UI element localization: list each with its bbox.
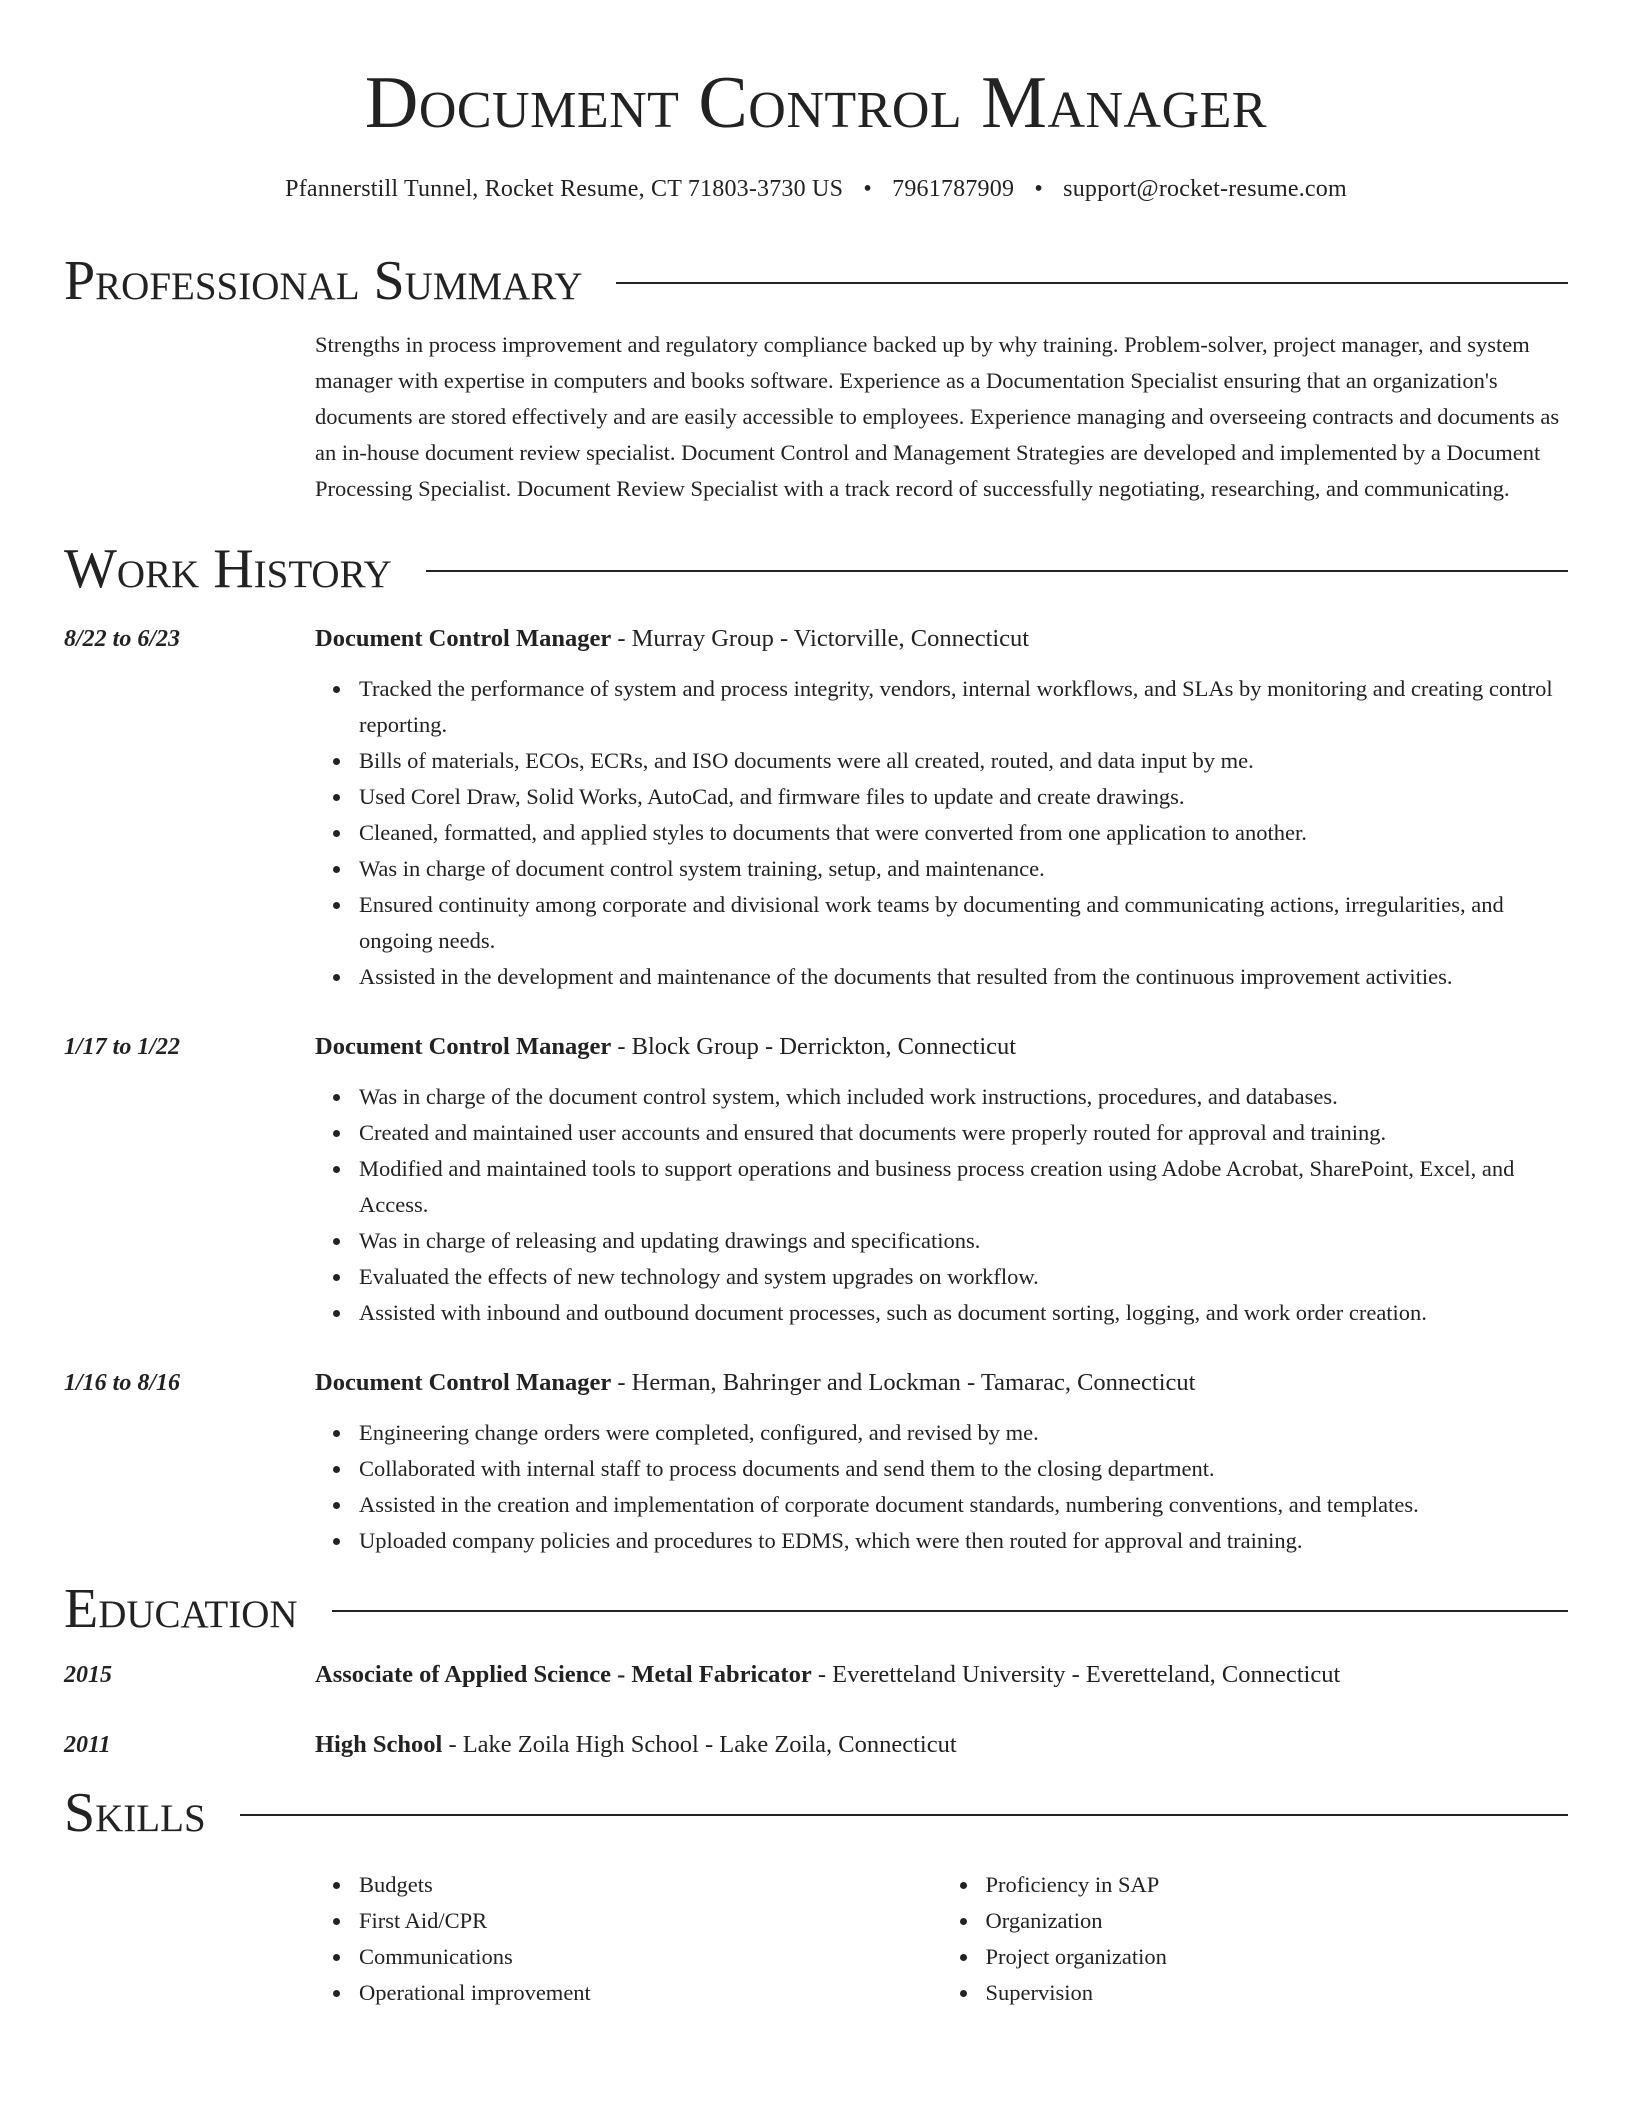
list-item: Ensured continuity among corporate and divisional work teams by documenting and communicating actions, irregularities, and ongoing needs. <box>359 887 1568 959</box>
list-item: Supervision <box>986 1975 1569 2011</box>
list-item: Communications <box>359 1939 942 1975</box>
contact-separator: • <box>1034 176 1043 202</box>
section-title: Skills <box>64 1782 206 1844</box>
contact-line <box>64 176 1568 203</box>
list-item: Created and maintained user accounts and ensured that documents were properly routed for approval and training. <box>359 1115 1568 1151</box>
section-divider <box>616 282 1568 284</box>
list-item: Organization <box>986 1903 1569 1939</box>
list-item: Modified and maintained tools to support operations and business process creation using Adobe Acrobat, SharePoint, Excel, and Access. <box>359 1151 1568 1223</box>
education-details: - Everetteland University - Everetteland, Connecticut <box>811 1661 1341 1688</box>
job-bullets <box>315 1079 1568 1331</box>
education-year: 2011 <box>64 1732 111 1758</box>
job-position: Document Control Manager <box>315 625 612 652</box>
job-position: Document Control Manager <box>315 1369 612 1396</box>
candidate-name: Document Control Manager <box>364 62 1268 144</box>
contact-separator: • <box>863 176 872 202</box>
education-degree: Associate of Applied Science - Metal Fabricator <box>315 1661 812 1688</box>
list-item: Budgets <box>359 1867 942 1903</box>
job-date: 1/16 to 8/16 <box>64 1370 181 1396</box>
skills-column-right <box>942 1867 1569 2011</box>
list-item: Collaborated with internal staff to process documents and send them to the closing department. <box>359 1451 1568 1487</box>
section-title: Education <box>64 1578 298 1640</box>
job-date: 1/17 to 1/22 <box>64 1034 181 1060</box>
section-divider <box>240 1814 1568 1816</box>
education-year: 2015 <box>64 1662 112 1688</box>
education-entry <box>64 1727 1568 1763</box>
section-title: Professional Summary <box>64 250 583 312</box>
resume-page <box>64 0 1568 2011</box>
job-heading <box>315 1365 1568 1401</box>
education-section-header <box>64 1578 1568 1640</box>
job-bullets <box>315 1415 1568 1559</box>
job-entry <box>64 1365 1568 1559</box>
education-details: - Lake Zoila High School - Lake Zoila, Connecticut <box>442 1731 957 1758</box>
list-item: Assisted in the creation and implementation of corporate document standards, numbering conventions, and templates. <box>359 1487 1568 1523</box>
list-item: Was in charge of releasing and updating drawings and specifications. <box>359 1223 1568 1259</box>
list-item: First Aid/CPR <box>359 1903 942 1939</box>
list-item: Bills of materials, ECOs, ECRs, and ISO documents were all created, routed, and data input by me. <box>359 743 1568 779</box>
list-item: Assisted in the development and maintenance of the documents that resulted from the continuous improvement activities. <box>359 959 1568 995</box>
job-entry <box>64 1029 1568 1331</box>
list-item: Evaluated the effects of new technology and system upgrades on workflow. <box>359 1259 1568 1295</box>
list-item: Was in charge of the document control system, which included work instructions, procedures, and databases. <box>359 1079 1568 1115</box>
job-position: Document Control Manager <box>315 1033 612 1060</box>
skills-list <box>315 1855 1568 2011</box>
list-item: Engineering change orders were completed, configured, and revised by me. <box>359 1415 1568 1451</box>
section-divider <box>426 570 1568 572</box>
contact-phone: 7961787909 <box>892 176 1015 202</box>
section-divider <box>332 1610 1568 1612</box>
list-item: Cleaned, formatted, and applied styles to documents that were converted from one application to another. <box>359 815 1568 851</box>
list-item: Project organization <box>986 1939 1569 1975</box>
contact-email: support@rocket-resume.com <box>1063 176 1347 202</box>
list-item: Used Corel Draw, Solid Works, AutoCad, and firmware files to update and create drawings. <box>359 779 1568 815</box>
job-details: - Block Group - Derrickton, Connecticut <box>611 1033 1017 1060</box>
list-item: Tracked the performance of system and process integrity, vendors, internal workflows, and SLAs by monitoring and creating control reporting. <box>359 671 1568 743</box>
list-item: Uploaded company policies and procedures to EDMS, which were then routed for approval and training. <box>359 1523 1568 1559</box>
job-date: 8/22 to 6/23 <box>64 626 181 652</box>
section-title: Work History <box>64 538 392 600</box>
skills-section-header <box>64 1782 1568 1844</box>
education-entry <box>64 1657 1568 1693</box>
skills-column-left <box>315 1867 942 2011</box>
job-entry <box>64 621 1568 995</box>
job-heading <box>315 621 1568 657</box>
summary-section-header <box>64 250 1568 312</box>
work-section-header <box>64 538 1568 600</box>
job-bullets <box>315 671 1568 995</box>
list-item: Was in charge of document control system training, setup, and maintenance. <box>359 851 1568 887</box>
list-item: Operational improvement <box>359 1975 942 2011</box>
list-item: Assisted with inbound and outbound document processes, such as document sorting, logging, and work order creation. <box>359 1295 1568 1331</box>
list-item: Proficiency in SAP <box>986 1867 1569 1903</box>
job-details: - Herman, Bahringer and Lockman - Tamarac, Connecticut <box>611 1369 1196 1396</box>
summary-text: Strengths in process improvement and regulatory compliance backed up by why training. Problem-solver, project manager, and system manager with expertise in computers and books software. Experience as a Documentation Specialist ensuring that an organization's documents are stored effectively and are easily accessible to employees. Experience managing and overseeing contracts and documents as an in-house document review specialist. Document Control and Management Strategies are developed and implemented by a Document Processing Specialist. Document Review Specialist with a track record of successfully negotiating, researching, and communicating. <box>315 332 1560 501</box>
contact-address: Pfannerstill Tunnel, Rocket Resume, CT 71803-3730 US <box>285 176 844 202</box>
job-details: - Murray Group - Victorville, Connecticut <box>611 625 1030 652</box>
education-degree: High School <box>315 1731 443 1758</box>
job-heading <box>315 1029 1568 1065</box>
